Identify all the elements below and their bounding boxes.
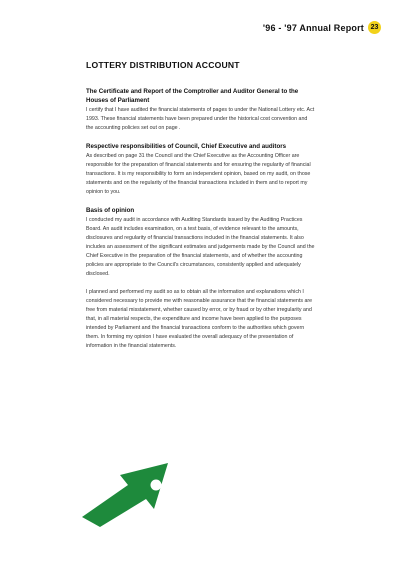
section-heading: Basis of opinion [86, 207, 135, 214]
section-basis-of-opinion [86, 206, 316, 351]
section-certificate [86, 87, 316, 133]
section-responsibilities [86, 142, 316, 197]
paragraph: As described on page 31 the Council and the Chief Executive as the Accounting Officer are responsible for the preparation of financial statements and for ensuring the regularity of financial transactions. It is my responsibility to form an independent opinion, based on my audit, on those statements and on the regularity of the financial transactions included in them and to report my opinion to you. [86, 153, 311, 195]
paragraph: I conducted my audit in accordance with Auditing Standards issued by the Auditing Practices Board. An audit includes examination, on a test basis, of evidence relevant to the amounts, disclosures and regularity of financial transactions included in the financial statements. It also includes an assessment of the significant estimates and judgements made by the Council and the Chief Executive in the preparation of the financial statements, and of whether the accounting policies are appropriate to the Council's circumstances, consistently applied and adequately disclosed. [86, 217, 315, 277]
paragraph: I certify that I have audited the financial statements of pages to under the National Lottery etc. Act 1993. These financial statements have been prepared under the historical cost convention and the accounting policies set out on page . [86, 107, 315, 131]
section-heading: Respective responsibilities of Council, Chief Executive and auditors [86, 143, 287, 150]
section-heading: The Certificate and Report of the Comptroller and Auditor General to the Houses of Parliament [86, 88, 299, 104]
paragraph: I planned and performed my audit so as to obtain all the information and explanations which I considered necessary to provide me with reasonable assurance that the financial statements are free from material misstatement, whether caused by error, or by fraud or by other irregularity and that, in all material respects, the expenditure and income have been applied to the purposes intended by Parliament and the financial transactions conform to the authorities which govern them. In forming my opinion I have evaluated the overall adequacy of the presentation of information in the financial statements. [86, 289, 313, 349]
green-arrow-icon [76, 455, 176, 527]
arrow-dot [151, 480, 162, 491]
arrow-shape [82, 463, 168, 527]
document-body [86, 60, 316, 360]
page-header [263, 21, 381, 34]
document-title: LOTTERY DISTRIBUTION ACCOUNT [86, 60, 240, 70]
report-title: '96 - '97 Annual Report [262, 22, 364, 33]
page-number-badge: 23 [368, 21, 381, 34]
